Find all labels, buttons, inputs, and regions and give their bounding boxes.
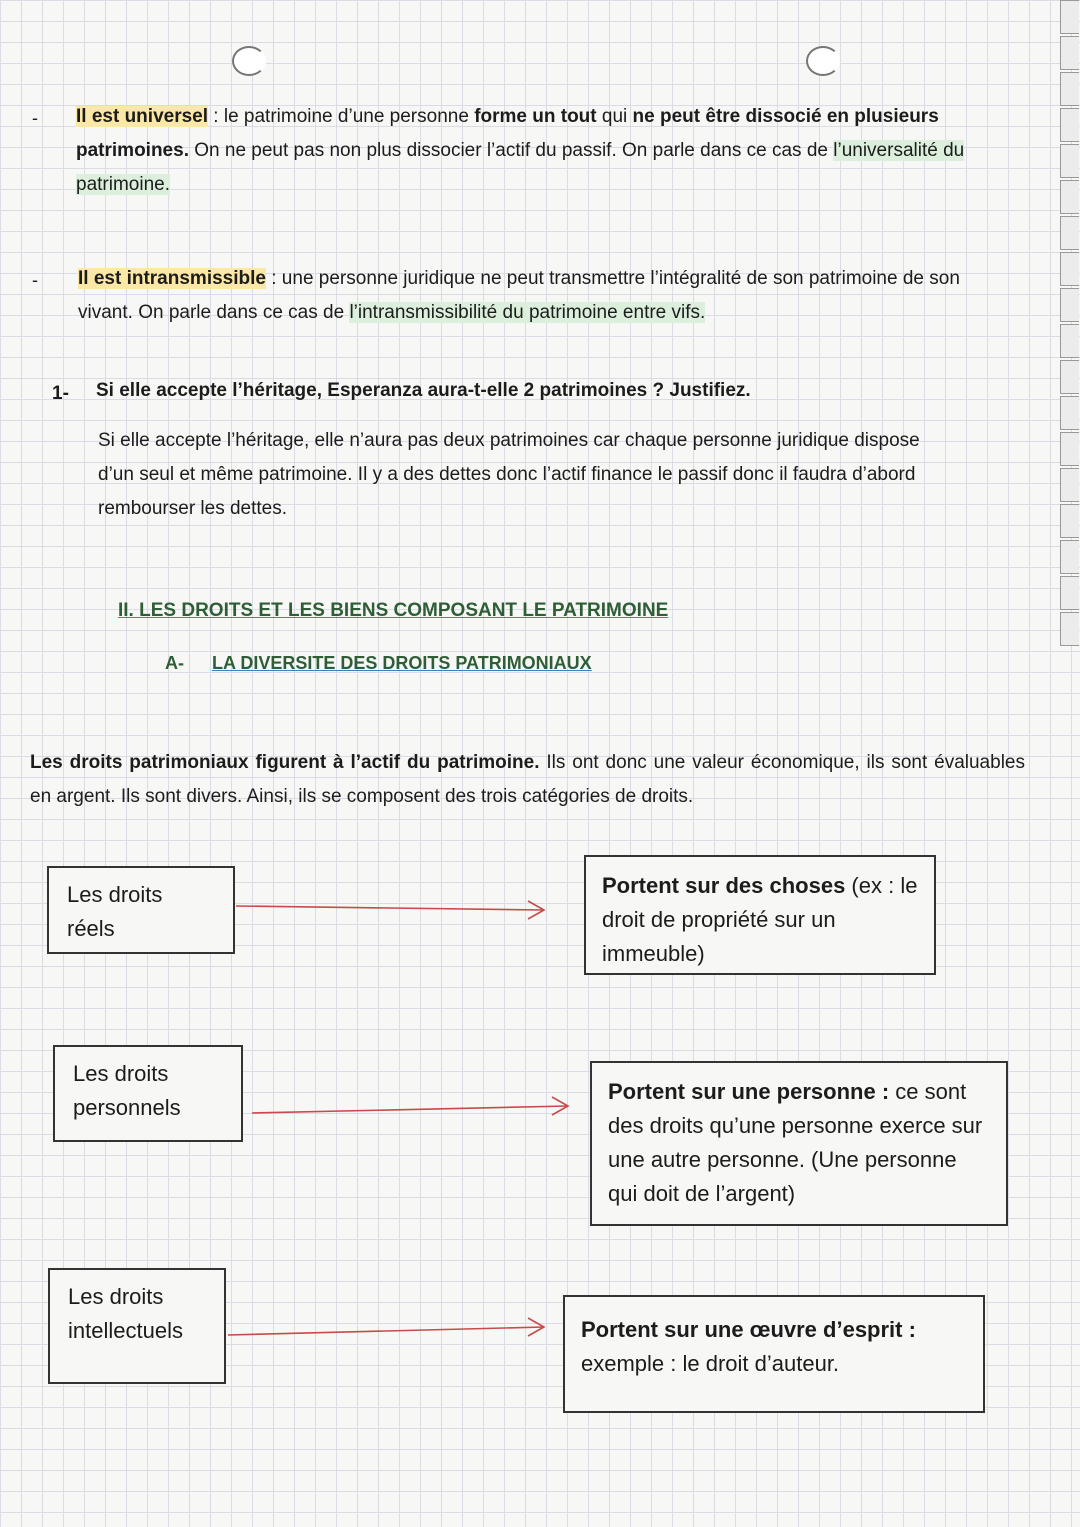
bullet-lead: Il est intransmissible: [78, 268, 266, 289]
question-text: Si elle accepte l’héritage, Esperanza aura-t-elle 2 patrimoines ? Justifiez.: [96, 380, 751, 401]
box-droits-intellectuels: Les droits intellectuels: [48, 1268, 226, 1384]
bullet-universel: Il est universel : le patrimoine d’une personne forme un tout qui ne peut être dissocié en plusieurs patrimoines. On ne peut pas non plus dissocier l’actif du passif. On parle dans ce cas de l’universalité du patrimoine.: [76, 106, 965, 195]
subsection-letter: A-: [165, 653, 184, 673]
box-desc-reels: Portent sur des choses (ex : le droit de propriété sur un immeuble): [584, 855, 936, 975]
box-droits-reels: Les droits réels: [47, 866, 235, 954]
question-number: 1-: [52, 383, 69, 404]
intro-paragraph: Les droits patrimoniaux figurent à l’actif du patrimoine. Ils ont donc une valeur économique, ils sont évaluables en argent. Ils sont divers. Ainsi, ils se composent des trois catégories de droits.: [30, 752, 1025, 807]
bullet-dash: -: [32, 270, 38, 290]
arrow-reels: [236, 906, 544, 910]
arrow-intellectuels: [228, 1327, 544, 1335]
highlight-universalite: l’universalité du patrimoine.: [76, 140, 965, 195]
box-droits-personnels: Les droits personnels: [53, 1045, 243, 1142]
subsection-title: LA DIVERSITE DES DROITS PATRIMONIAUX: [212, 653, 592, 673]
bullet-intransmissible: Il est intransmissible : une personne juridique ne peut transmettre l’intégralité de son patrimoine de son vivant. On parle dans ce cas de l’intransmissibilité du patrimoine entre vifs.: [78, 268, 960, 323]
highlight-intransmissibilite: l’intransmissibilité du patrimoine entre vifs.: [349, 302, 706, 323]
bullet-lead: Il est universel: [76, 106, 209, 127]
bullet-dash: -: [32, 108, 38, 128]
question-answer: Si elle accepte l’héritage, elle n’aura pas deux patrimoines car chaque personne juridique dispose d’un seul et même patrimoine. Il y a des dettes donc l’actif finance le passif donc il faudra d’abord rembourser les dettes.: [98, 430, 920, 519]
arrow-personnels: [252, 1106, 568, 1113]
box-desc-personnels: Portent sur une personne : ce sont des droits qu’une personne exerce sur une autre personne. (Une personne qui doit de l’argent): [590, 1061, 1008, 1226]
box-desc-intellectuels: Portent sur une œuvre d’esprit : exemple : le droit d’auteur.: [563, 1295, 985, 1413]
section-title: II. LES DROITS ET LES BIENS COMPOSANT LE PATRIMOINE: [118, 600, 669, 621]
